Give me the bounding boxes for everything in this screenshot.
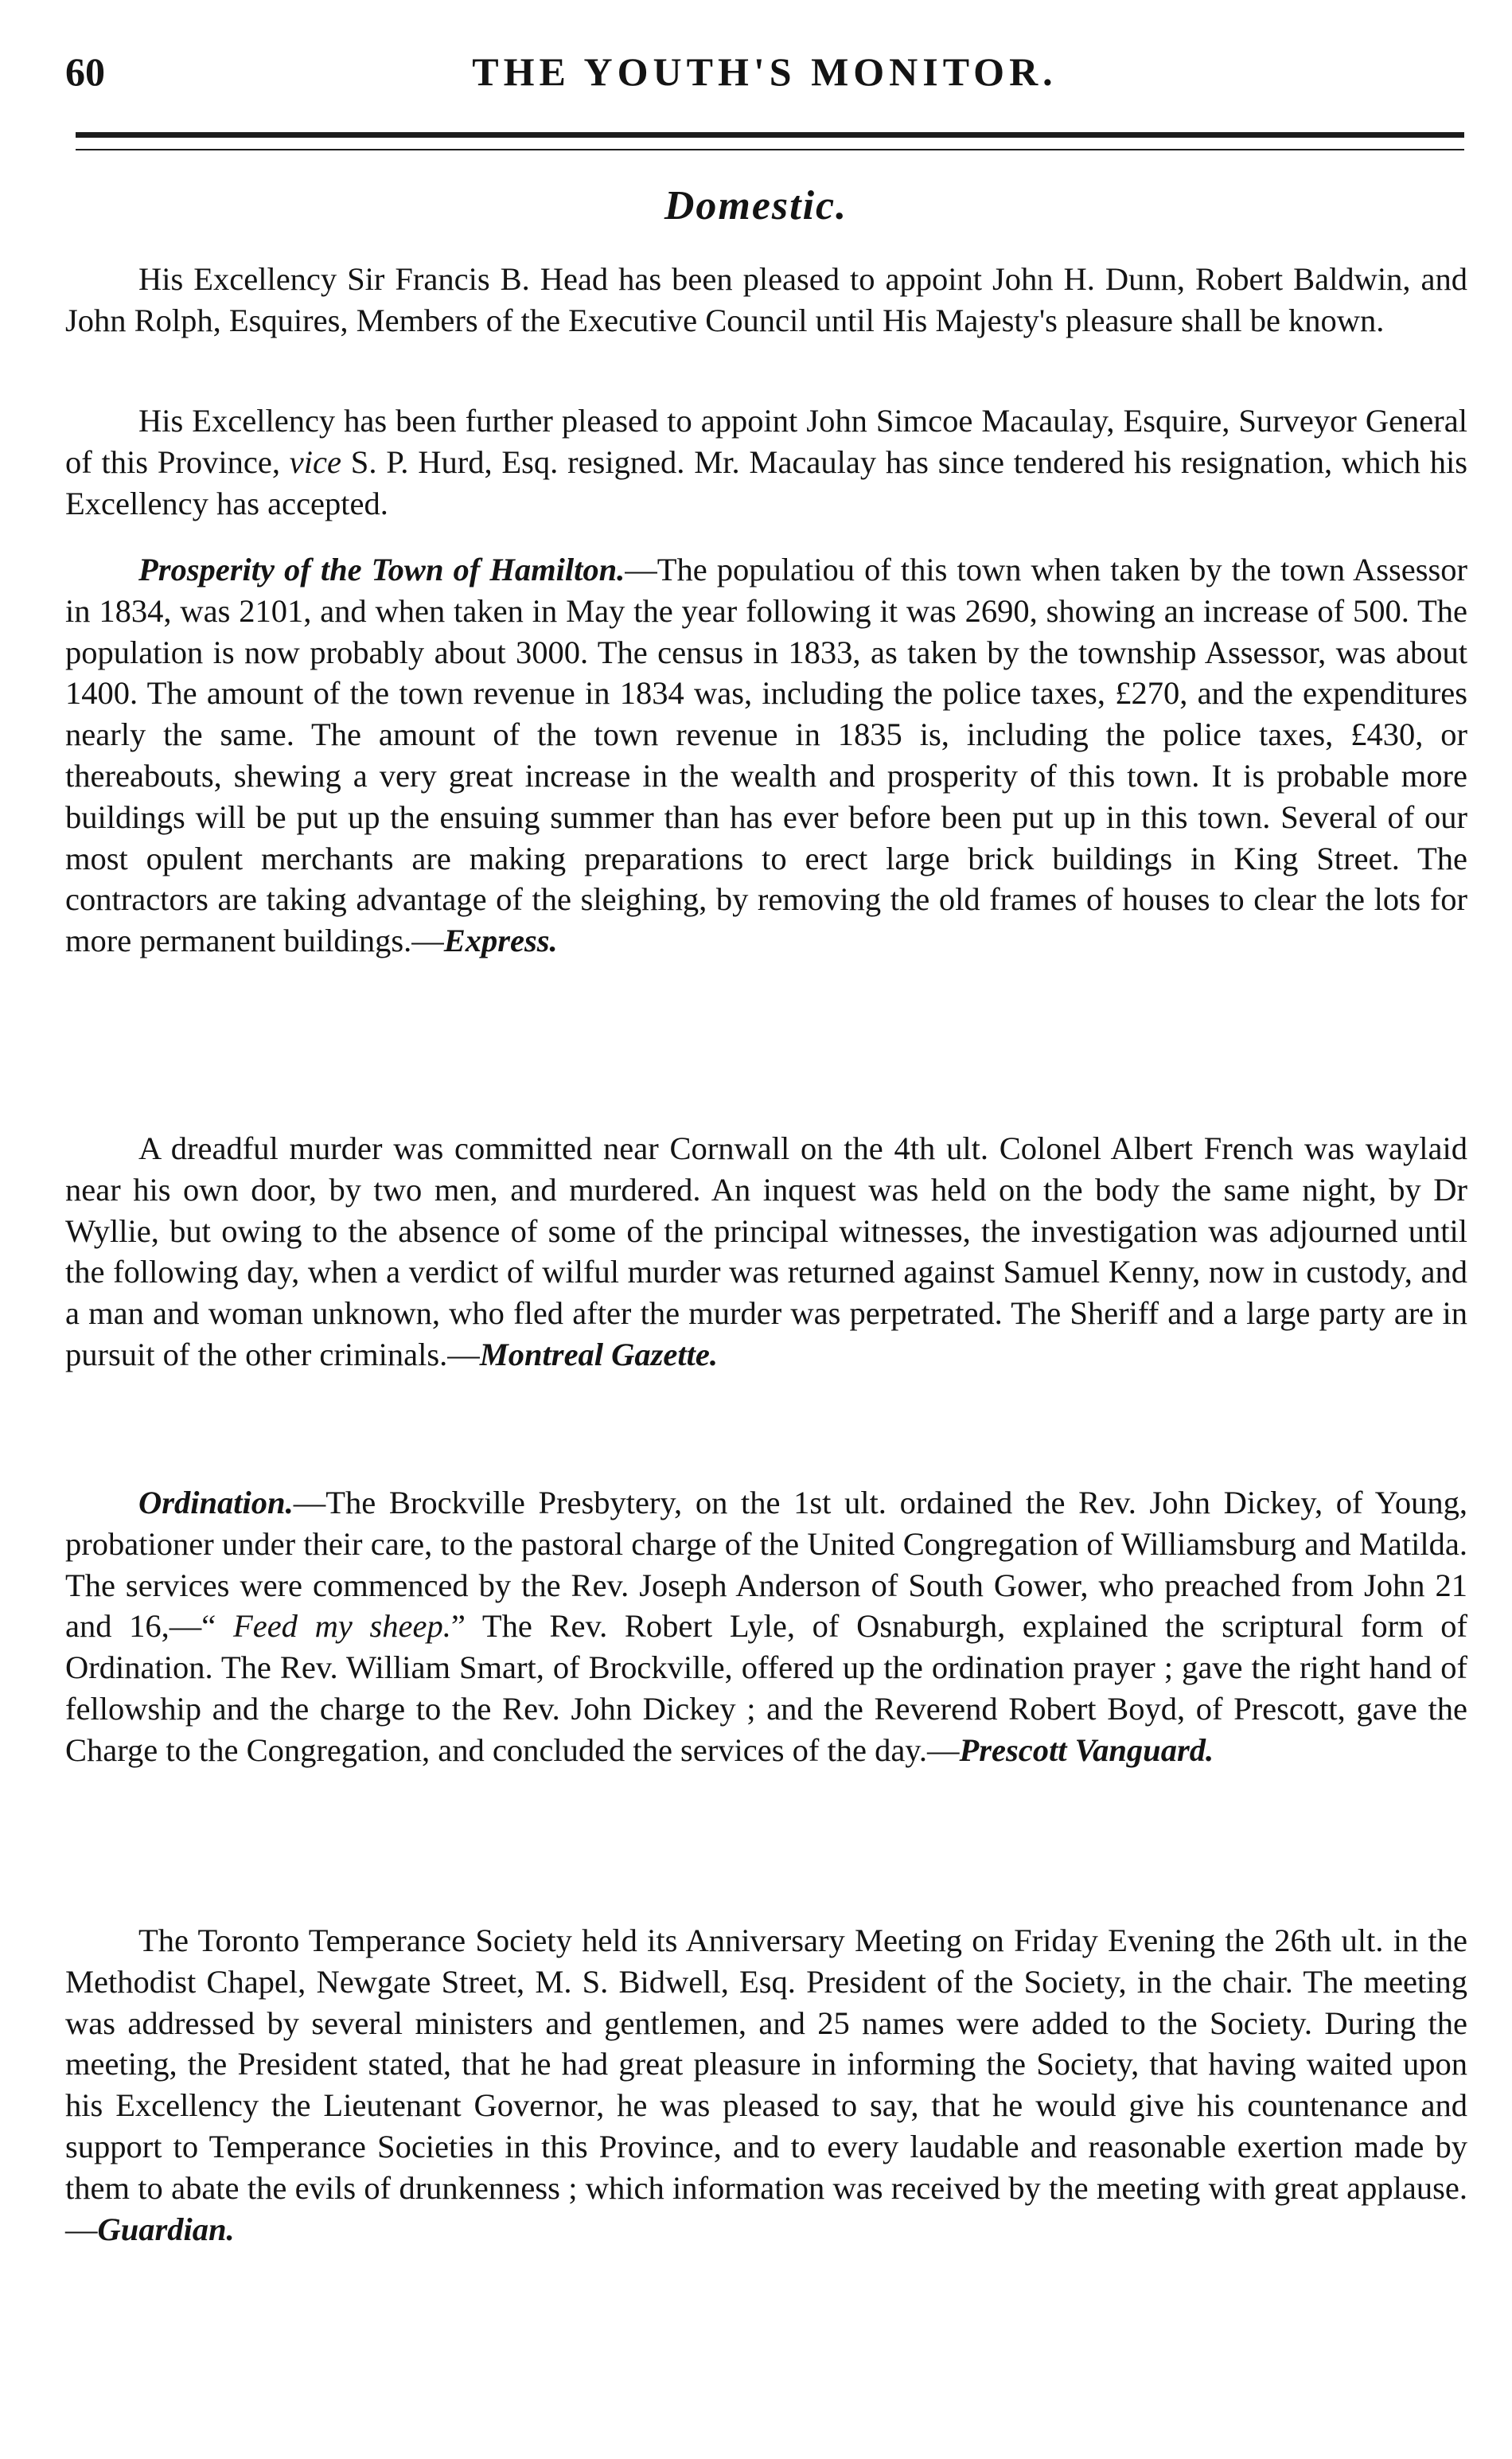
article-source: Montreal Gazette. (479, 1336, 719, 1372)
article-source: Prescott Vanguard. (959, 1731, 1214, 1768)
latin-term: vice (289, 443, 341, 480)
article-text: S. P. Hurd, Esq. resigned. Mr. Macaulay has since tendered his resignation, which his Excellency has accepted. (65, 443, 1467, 521)
article-text: —The Brockville Presbytery, on the 1st ult. ordained the Rev. John Dickey, of Young, probationer under their care, to the pastoral charge of the United Congregation of Williamsburg and Matilda. The services were commenced by the Rev. Joseph Anderson of South Gower, who preached from John 21 and 16,—“ (65, 1485, 1467, 1645)
article-text: —The populatiou of this town when taken by the town Assessor in 1834, was 2101, and when taken in May the year following it was 2690, showing an increase of 500. The population is now probably about 3000. The census in 1833, as taken by the township Assessor, was about 1400. The amount of the town revenue in 1834 was, including the police taxes, £270, and the expenditures nearly the same. The amount of the town revenue in 1835 is, including the police taxes, £430, or thereabouts, shewing a very great increase in the wealth and prosperity of this town. It is probable more buildings will be put up the ensuing summer than has ever before been put up in this town. Several of our most opulent merchants are making preparations to erect large brick buildings in King Street. The contractors are taking advantage of the sleighing, by removing the old frames of houses to clear the lots for more permanent buildings.— (65, 552, 1467, 959)
header-rule (76, 132, 1464, 150)
journal-title: THE YOUTH'S MONITOR. (472, 49, 1058, 94)
article-text: His Excellency has been further pleased to appoint John Simcoe Macaulay, Esquire, Surveyor General of this Province, (65, 403, 1467, 480)
section-heading: Domestic. (664, 183, 848, 228)
article-surveyor-general (65, 400, 1467, 524)
running-head (65, 40, 1464, 103)
article-source: Express. (443, 923, 558, 959)
scripture-quote: Feed my sheep. (232, 1608, 451, 1645)
article-headline: Prosperity of the Town of Hamilton. (138, 552, 625, 587)
article-text: His Excellency Sir Francis B. Head has been pleased to appoint John H. Dunn, Robert Baldwin, and John Rolph, Esquires, Members of the Executive Council until His Majesty's pleasure shall be known. (65, 261, 1467, 338)
article-source: Guardian. (97, 2211, 235, 2247)
article-ordination (65, 1482, 1467, 1771)
article-text: A dreadful murder was committed near Cornwall on the 4th ult. Colonel Albert French was waylaid near his own door, by two men, and murdered. An inquest was held on the body the same night, by Dr Wyllie, but owing to the absence of some of the principal witnesses, the investigation was adjourned until the following day, when a verdict of wilful murder was returned against Samuel Kenny, now in custody, and a man and woman unknown, who fled after the murder was perpetrated. The Sheriff and a large party are in pursuit of the other criminals.— (65, 1130, 1467, 1372)
article-council-appointments (65, 259, 1467, 342)
article-hamilton-prosperity (65, 549, 1467, 962)
article-temperance-society (65, 1920, 1467, 2250)
article-cornwall-murder (65, 1128, 1467, 1376)
article-text: ” The Rev. Robert Lyle, of Osnaburgh, explained the scriptural form of Ordination. The Rev. William Smart, of Brockville, offered up the ordination prayer ; gave the right hand of fellowship and the charge to the Rev. John Dickey ; and the Reverend Robert Boyd, of Prescott, gave the Charge to the Congregation, and concluded the services of the day.— (65, 1608, 1468, 1768)
article-headline: Ordination. (138, 1485, 294, 1520)
page-number: 60 (65, 49, 105, 94)
article-text: The Toronto Temperance Society held its Anniversary Meeting on Friday Evening the 26th ult. in the Methodist Chapel, Newgate Street, M. S. Bidwell, Esq. President of the Society, in the chair. The meeting was addressed by several ministers and gentlemen, and 25 names were added to the Society. During the meeting, the President stated, that he had great pleasure in informing the Society, that having waited upon his Excellency the Lieutenant Governor, he was pleased to say, that he would give his countenance and support to Temperance Societies in this Province, and to every laudable and reasonable exertion made by them to abate the evils of drunkenness ; which information was received by the meeting with great applause.— (65, 1922, 1467, 2247)
